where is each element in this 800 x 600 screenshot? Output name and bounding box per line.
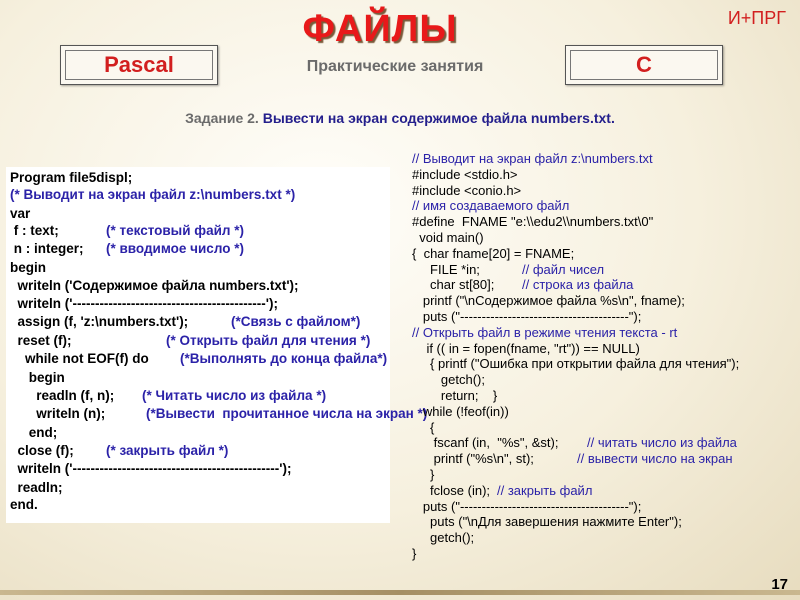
c-code-text: getch(); <box>412 530 475 546</box>
c-code-text: #define FNAME "e:\\edu2\\numbers.txt\0" <box>412 214 654 230</box>
c-code-text: char st[80]; <box>412 277 495 293</box>
pascal-comment: (* вводимое число *) <box>106 241 244 256</box>
pascal-code-text: end. <box>10 497 38 512</box>
c-code-text: puts ("---------------------------------------"); <box>412 309 642 324</box>
c-code-text: } <box>412 467 435 482</box>
course-tag: И+ПРГ <box>727 8 786 28</box>
pascal-code-text: writeln ('Содержимое файла numbers.txt'); <box>10 278 299 293</box>
c-comment: // читать число из файла <box>587 435 737 451</box>
page-number: 17 <box>771 576 788 593</box>
pascal-code-text: begin <box>10 260 46 275</box>
c-code-text: return; } <box>412 388 498 403</box>
c-code-text: fscanf (in, "%s", &st); <box>412 435 559 451</box>
pascal-code-text: end; <box>10 425 58 440</box>
pascal-comment: (* Читать число из файла *) <box>142 388 327 403</box>
pascal-code-text: n : integer; <box>10 241 84 256</box>
pascal-code-text: close (f); <box>10 443 74 458</box>
c-code-text: { char fname[20] = FNAME; <box>412 245 575 261</box>
pascal-code-text: var <box>10 206 31 221</box>
c-code-text: printf ("\nСодержимое файла %s\n", fname); <box>412 293 685 309</box>
c-code-text: { <box>412 419 435 435</box>
pascal-comment: (*Вывести прочитанное числа на экран *) <box>146 406 428 421</box>
c-comment: // вывести число на экран <box>577 451 733 467</box>
pascal-comment: (*Выполнять до конца файла*) <box>180 351 388 366</box>
c-code-panel <box>412 151 792 571</box>
pascal-code-text: writeln (n); <box>10 406 106 421</box>
pascal-comment: (* Выводит на экран файл z:\numbers.txt *) <box>10 187 296 202</box>
pascal-code-text: writeln ('----------------------------------------------'); <box>10 461 292 476</box>
c-comment: // Открыть файл в режиме чтения текста - rt <box>412 324 678 340</box>
pascal-comment: (* Открыть файл для чтения *) <box>166 333 371 348</box>
pascal-comment: (* закрыть файл *) <box>106 443 229 458</box>
c-label: C <box>570 50 718 80</box>
pascal-code-text: readln; <box>10 480 63 495</box>
c-code-text: printf ("%s\n", st); <box>412 451 534 467</box>
footer-divider <box>0 590 800 595</box>
pascal-label-box <box>60 45 218 85</box>
pascal-label: Pascal <box>65 50 213 80</box>
c-comment: // Выводит на экран файл z:\numbers.txt <box>412 151 653 166</box>
pascal-code-text: while not EOF(f) do <box>10 351 149 366</box>
pascal-code-text: f : text; <box>10 223 59 238</box>
c-code-text: puts ("---------------------------------------"); <box>412 498 642 514</box>
c-code-text: fclose (in); <box>412 482 491 498</box>
c-comment: // имя создаваемого файл <box>412 198 570 214</box>
pascal-code-text: begin <box>10 370 65 385</box>
subtitle: Практические занятия <box>306 58 484 75</box>
c-code-text: #include <stdio.h> <box>412 166 518 182</box>
pascal-code-panel <box>6 167 428 523</box>
pascal-code-text: Program file5displ; <box>10 170 133 185</box>
c-code-text: FILE *in; <box>412 261 480 277</box>
c-code-text: #include <conio.h> <box>412 182 522 198</box>
pascal-code-text: readln (f, n); <box>10 388 115 403</box>
pascal-comment: (*Связь с файлом*) <box>231 314 361 329</box>
task-label: Задание 2. <box>185 110 259 126</box>
c-code-text: puts ("\nДля завершения нажмите Enter"); <box>412 514 682 530</box>
c-code-text: void main() <box>412 230 484 245</box>
pascal-code-text: assign (f, 'z:\numbers.txt'); <box>10 314 189 329</box>
c-code-text: } <box>412 546 417 561</box>
c-label-box <box>565 45 723 85</box>
pascal-code-text: reset (f); <box>10 333 72 348</box>
c-comment: // строка из файла <box>522 277 634 293</box>
c-comment: // закрыть файл <box>497 482 593 498</box>
c-code-text: getch(); <box>412 372 485 388</box>
task-heading <box>0 110 800 126</box>
pascal-code-text: writeln ('-------------------------------------------'); <box>10 296 278 311</box>
c-code-text: if (( in = fopen(fname, "rt")) == NULL) <box>412 340 640 356</box>
task-text: Вывести на экран содержимое файла numbers.txt. <box>262 110 615 126</box>
pascal-comment: (* текстовый файл *) <box>106 223 244 238</box>
c-comment: // файл чисел <box>522 261 605 277</box>
c-code-text: { printf ("Ошибка при открытии файла для чтения"); <box>412 356 740 372</box>
page-title: ФАЙЛЫ <box>302 8 458 50</box>
c-code-text: while (!feof(in)) <box>412 403 509 419</box>
